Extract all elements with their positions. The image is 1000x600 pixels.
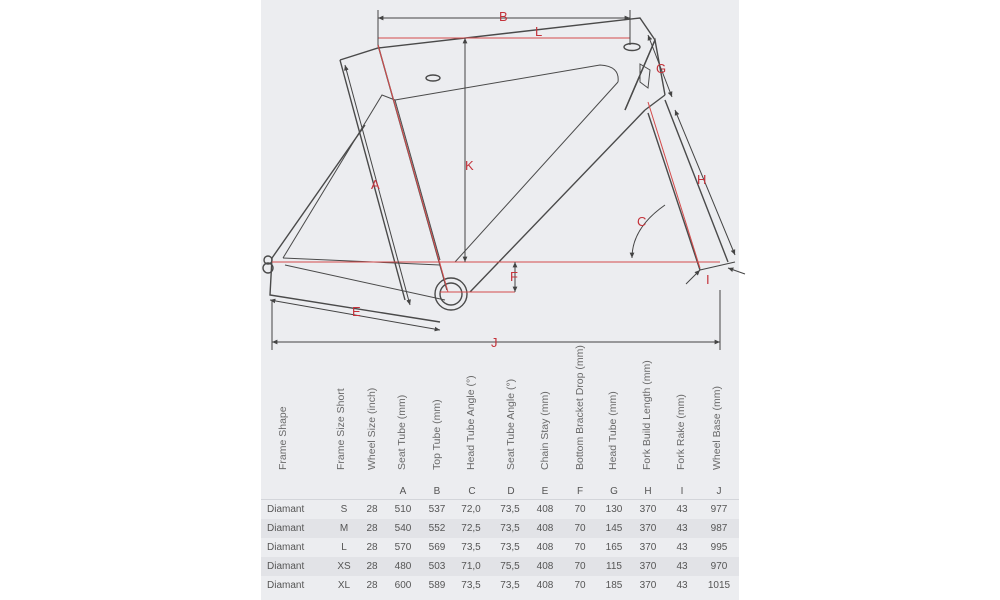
cell: XS: [337, 561, 351, 572]
cell: 987: [710, 523, 728, 534]
label-h: H: [697, 172, 707, 187]
cell: 370: [639, 580, 657, 591]
letter-f: F: [576, 486, 584, 497]
table-row: [261, 519, 739, 538]
cell: 73,5: [500, 523, 520, 534]
cell: 589: [428, 580, 446, 591]
cell: 480: [394, 561, 412, 572]
cell: 370: [639, 523, 657, 534]
label-i: I: [706, 272, 710, 287]
cell: 72,0: [461, 504, 481, 515]
letter-h: H: [644, 486, 652, 497]
cell: 28: [366, 580, 378, 591]
letter-c: C: [468, 486, 476, 497]
cell: 408: [536, 561, 554, 572]
cell: XL: [337, 580, 351, 591]
cell: 28: [366, 523, 378, 534]
cell: 970: [710, 561, 728, 572]
cell: 43: [676, 523, 688, 534]
cell: 537: [428, 504, 446, 515]
cell: L: [341, 542, 347, 553]
table-row: [261, 500, 739, 519]
cell: M: [339, 523, 349, 534]
cell: Diamant: [267, 523, 305, 534]
header-head-tube-angle: Head Tube Angle (°): [465, 375, 477, 470]
cell: 600: [394, 580, 412, 591]
label-g: G: [656, 61, 667, 76]
cell: 977: [710, 504, 728, 515]
header-wheel-size: Wheel Size (inch): [366, 387, 378, 470]
dimension-lines: [270, 10, 745, 350]
cell: 370: [639, 542, 657, 553]
cell: 408: [536, 504, 554, 515]
cell: 75,5: [500, 561, 520, 572]
header-seat-tube: Seat Tube (mm): [396, 394, 408, 470]
cell: 73,5: [500, 580, 520, 591]
cell: S: [340, 504, 348, 515]
cell: 540: [394, 523, 412, 534]
cell: 370: [639, 561, 657, 572]
letter-e: E: [541, 486, 549, 497]
header-chain-stay: Chain Stay (mm): [539, 391, 551, 470]
label-e: E: [352, 304, 361, 319]
letter-j: J: [716, 486, 722, 497]
cell: 503: [428, 561, 446, 572]
cell: 70: [574, 542, 586, 553]
cell: Diamant: [267, 561, 305, 572]
cell: 70: [574, 561, 586, 572]
header-fork-build-length: Fork Build Length (mm): [641, 360, 653, 470]
cell: 28: [366, 542, 378, 553]
table-row: [261, 557, 739, 576]
cell: 115: [606, 561, 622, 572]
cell: 43: [676, 504, 688, 515]
letter-i: I: [680, 486, 684, 497]
cell: 70: [574, 580, 586, 591]
header-top-tube: Top Tube (mm): [431, 399, 443, 470]
header-head-tube: Head Tube (mm): [607, 391, 619, 470]
label-l: L: [535, 24, 543, 39]
cell: 185: [605, 580, 623, 591]
label-a: A: [371, 177, 380, 192]
label-c: C: [637, 214, 647, 229]
table-row: [261, 538, 739, 557]
label-f: F: [510, 269, 518, 284]
label-j: J: [491, 335, 498, 350]
cell: 130: [605, 504, 623, 515]
table-row: [261, 576, 739, 595]
cell: 995: [710, 542, 728, 553]
cell: 73,5: [461, 580, 481, 591]
cell: 552: [428, 523, 446, 534]
cell: 70: [574, 504, 586, 515]
cell: 28: [366, 561, 378, 572]
label-b: B: [499, 9, 508, 24]
label-k: K: [465, 158, 474, 173]
letter-d: D: [507, 486, 515, 497]
cell: 569: [428, 542, 446, 553]
header-wheel-base: Wheel Base (mm): [711, 385, 723, 470]
letter-g: G: [610, 486, 618, 497]
cell: 145: [605, 523, 623, 534]
header-fork-rake: Fork Rake (mm): [675, 394, 687, 470]
cell: 71,0: [461, 561, 481, 572]
header-frame-shape: Frame Shape: [277, 406, 289, 470]
cell: 408: [536, 580, 554, 591]
cell: 570: [394, 542, 412, 553]
header-bottom-bracket-drop: Bottom Bracket Drop (mm): [574, 345, 586, 470]
cell: 370: [639, 504, 657, 515]
letter-b: B: [433, 486, 441, 497]
cell: 73,5: [500, 504, 520, 515]
cell: 72,5: [461, 523, 481, 534]
cell: 73,5: [461, 542, 481, 553]
cell: 408: [536, 542, 554, 553]
cell: 43: [676, 580, 688, 591]
cell: 1015: [707, 580, 731, 591]
cell: 510: [394, 504, 412, 515]
cell: 28: [366, 504, 378, 515]
header-frame-size: Frame Size Short: [335, 388, 347, 470]
cell: Diamant: [267, 542, 305, 553]
letter-a: A: [399, 486, 407, 497]
cell: 408: [536, 523, 554, 534]
cell: Diamant: [267, 504, 305, 515]
cell: 73,5: [500, 542, 520, 553]
cell: 165: [605, 542, 623, 553]
cell: Diamant: [267, 580, 305, 591]
cell: 70: [574, 523, 586, 534]
cell: 43: [676, 542, 688, 553]
cell: 43: [676, 561, 688, 572]
header-seat-tube-angle: Seat Tube Angle (°): [505, 378, 517, 470]
